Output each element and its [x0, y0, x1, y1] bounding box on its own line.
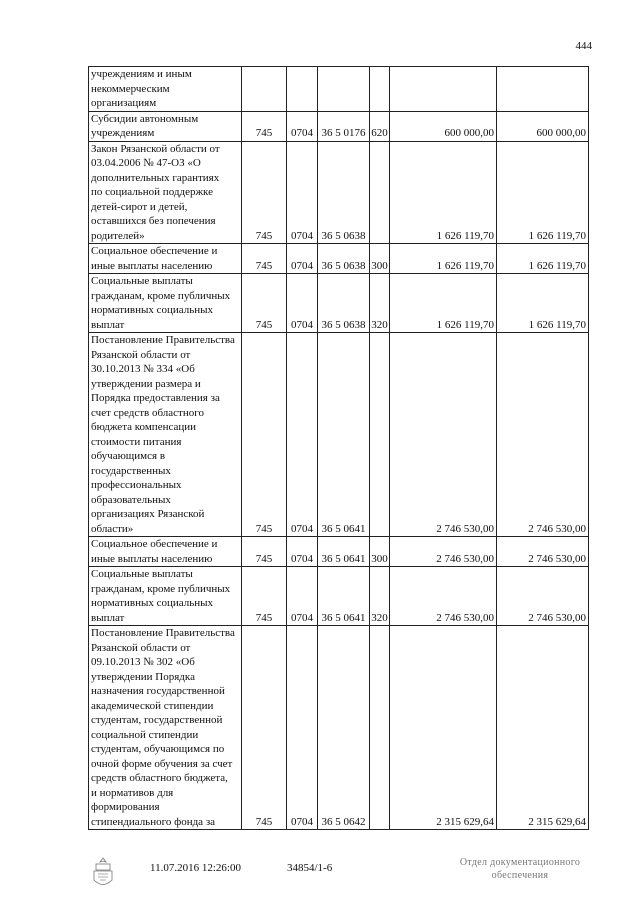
row-section-code: 0704 — [287, 567, 318, 626]
row-amount-2: 2 746 530,00 — [497, 537, 589, 567]
row-expense-type: 620 — [370, 111, 390, 141]
row-amount-2: 2 315 629,64 — [497, 626, 589, 830]
footer-department-line1: Отдел документационного — [459, 857, 581, 868]
footer-department-line2: обеспечения — [491, 870, 549, 881]
row-target-article: 36 5 0641 — [318, 537, 370, 567]
row-target-article — [318, 67, 370, 112]
row-name: Субсидии автономным учреждениям — [89, 111, 242, 141]
row-amount-2: 1 626 119,70 — [497, 274, 589, 333]
table-row — [89, 567, 589, 626]
row-amount-1: 2 746 530,00 — [390, 333, 497, 537]
row-target-article: 36 5 0642 — [318, 626, 370, 830]
row-ministry-code — [242, 67, 287, 112]
row-amount-2: 1 626 119,70 — [497, 141, 589, 244]
row-expense-type — [370, 67, 390, 112]
row-amount-2: 600 000,00 — [497, 111, 589, 141]
row-amount-1: 2 746 530,00 — [390, 537, 497, 567]
row-expense-type: 320 — [370, 567, 390, 626]
table-row — [89, 244, 589, 274]
row-expense-type: 320 — [370, 274, 390, 333]
table-row — [89, 626, 589, 830]
row-ministry-code: 745 — [242, 111, 287, 141]
row-ministry-code: 745 — [242, 567, 287, 626]
row-name: Закон Рязанской области от 03.04.2006 № 47-ОЗ «О дополнительных гарантиях по социальной поддержке детей-сирот и детей, оставшихся без попечения родителей» — [89, 141, 242, 244]
row-amount-2: 1 626 119,70 — [497, 244, 589, 274]
row-expense-type: 300 — [370, 537, 390, 567]
footer-department-stamp — [440, 856, 600, 882]
row-amount-1: 1 626 119,70 — [390, 244, 497, 274]
row-target-article: 36 5 0638 — [318, 274, 370, 333]
row-section-code: 0704 — [287, 333, 318, 537]
row-target-article: 36 5 0176 — [318, 111, 370, 141]
row-expense-type — [370, 141, 390, 244]
row-ministry-code: 745 — [242, 626, 287, 830]
table-row — [89, 141, 589, 244]
row-amount-1: 2 746 530,00 — [390, 567, 497, 626]
row-target-article: 36 5 0638 — [318, 244, 370, 274]
page-number: 444 — [575, 40, 592, 52]
row-target-article: 36 5 0638 — [318, 141, 370, 244]
row-amount-1: 2 315 629,64 — [390, 626, 497, 830]
row-expense-type: 300 — [370, 244, 390, 274]
row-amount-2: 2 746 530,00 — [497, 567, 589, 626]
row-name: Социальное обеспечение и иные выплаты населению — [89, 537, 242, 567]
row-section-code: 0704 — [287, 111, 318, 141]
row-ministry-code: 745 — [242, 141, 287, 244]
row-expense-type — [370, 626, 390, 830]
table-row — [89, 111, 589, 141]
table-row — [89, 274, 589, 333]
row-section-code: 0704 — [287, 626, 318, 830]
row-amount-1: 600 000,00 — [390, 111, 497, 141]
page-footer — [0, 856, 640, 896]
row-target-article: 36 5 0641 — [318, 333, 370, 537]
row-section-code — [287, 67, 318, 112]
row-section-code: 0704 — [287, 141, 318, 244]
table-row — [89, 333, 589, 537]
row-amount-1 — [390, 67, 497, 112]
budget-table — [88, 66, 589, 830]
coat-of-arms-icon — [90, 856, 116, 890]
row-name: Постановление Правительства Рязанской области от 30.10.2013 № 334 «Об утверждении размера и Порядка предоставления за счет средств областного бюджета компенсации стоимости питания обучающимся в государственных профессиональных образовательных организациях Рязанской области» — [89, 333, 242, 537]
table-row — [89, 67, 589, 112]
row-name: Постановление Правительства Рязанской области от 09.10.2013 № 302 «Об утверждении Порядка назначения государственной академической стипендии студентам, государственной социальной стипендии студентам, обучающимся по очной форме обучения за счет средств областного бюджета, и нормативов для формирования стипендиального фонда за — [89, 626, 242, 830]
row-name: Социальные выплаты гражданам, кроме публичных нормативных социальных выплат — [89, 274, 242, 333]
footer-document-code: 34854/1-6 — [287, 862, 333, 874]
row-amount-2 — [497, 67, 589, 112]
row-ministry-code: 745 — [242, 333, 287, 537]
row-ministry-code: 745 — [242, 537, 287, 567]
table-row — [89, 537, 589, 567]
row-amount-1: 1 626 119,70 — [390, 141, 497, 244]
row-amount-2: 2 746 530,00 — [497, 333, 589, 537]
row-section-code: 0704 — [287, 274, 318, 333]
row-name: Социальное обеспечение и иные выплаты населению — [89, 244, 242, 274]
row-name: Социальные выплаты гражданам, кроме публичных нормативных социальных выплат — [89, 567, 242, 626]
row-name: учреждениям и иным некоммерческим организациям — [89, 67, 242, 112]
row-target-article: 36 5 0641 — [318, 567, 370, 626]
row-ministry-code: 745 — [242, 244, 287, 274]
footer-datetime: 11.07.2016 12:26:00 — [150, 862, 241, 874]
row-ministry-code: 745 — [242, 274, 287, 333]
row-expense-type — [370, 333, 390, 537]
row-amount-1: 1 626 119,70 — [390, 274, 497, 333]
row-section-code: 0704 — [287, 244, 318, 274]
row-section-code: 0704 — [287, 537, 318, 567]
